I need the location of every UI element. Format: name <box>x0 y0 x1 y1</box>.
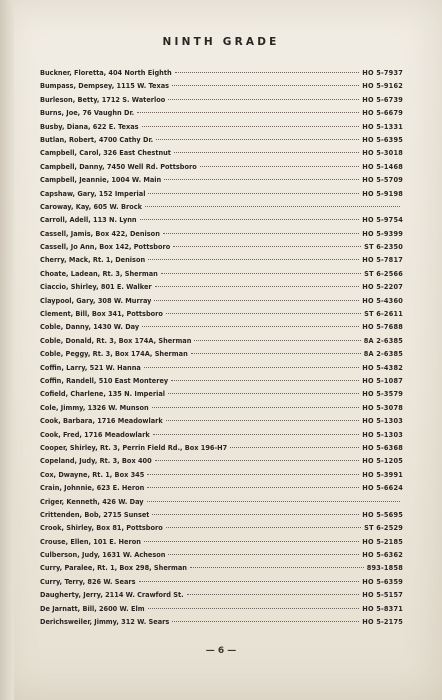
student-name-address: Buckner, Floretta, 404 North Eighth <box>40 68 172 77</box>
list-item <box>40 320 403 333</box>
binding-edge <box>0 0 14 700</box>
dot-leader <box>148 259 359 260</box>
dot-leader <box>155 460 360 461</box>
dot-leader <box>200 166 360 167</box>
phone-number: HO 5-4382 <box>362 362 403 372</box>
list-item <box>40 387 403 400</box>
list-item <box>40 428 403 441</box>
dot-leader <box>147 501 400 502</box>
student-name-address: Cooper, Shirley, Rt. 3, Perrin Field Rd., Box 196-H7 <box>40 442 228 452</box>
phone-number: HO 5-9754 <box>362 215 403 225</box>
dot-leader <box>154 300 359 301</box>
dot-leader <box>174 152 359 153</box>
student-name-address: Coffin, Larry, 521 W. Hanna <box>40 362 141 372</box>
phone-number: HO 5-1205 <box>362 456 403 466</box>
dot-leader <box>155 286 360 287</box>
list-item <box>40 240 403 253</box>
student-name-address: Cherry, Mack, Rt. 1, Denison <box>40 255 146 265</box>
student-name-address: Butlan, Robert, 4700 Cathy Dr. <box>40 134 154 144</box>
dot-leader <box>175 72 360 73</box>
student-name-address: Burleson, Betty, 1712 S. Waterloo <box>40 94 166 104</box>
dot-leader <box>156 139 359 140</box>
dot-leader <box>164 179 359 180</box>
list-item <box>40 588 403 601</box>
dot-leader <box>140 219 360 220</box>
phone-number: HO 5-6624 <box>362 483 403 493</box>
list-item <box>40 334 403 347</box>
student-name-address: Bumpass, Dempsey, 1115 W. Texas <box>40 81 170 91</box>
list-item <box>40 93 403 106</box>
list-item <box>40 374 403 387</box>
list-item <box>40 441 403 454</box>
dot-leader <box>147 474 359 475</box>
list-item <box>40 521 403 534</box>
student-name-address: Cole, Jimmy, 1326 W. Munson <box>40 402 149 412</box>
dot-leader <box>144 367 359 368</box>
phone-number: HO 5-1303 <box>362 416 403 426</box>
dot-leader <box>152 514 359 515</box>
dot-leader <box>148 608 360 609</box>
phone-number: HO 5-1303 <box>362 429 403 439</box>
student-name-address: Derichsweiler, Jimmy, 312 W. Sears <box>40 617 170 627</box>
dot-leader <box>166 313 361 314</box>
student-name-address: Ciaccio, Shirley, 801 E. Walker <box>40 282 152 292</box>
list-item <box>40 146 403 159</box>
list-item <box>40 133 403 146</box>
student-name-address: Crittenden, Bob, 2715 Sunset <box>40 509 150 519</box>
phone-number: HO 5-7688 <box>362 322 403 332</box>
student-name-address: Burns, Joe, 76 Vaughn Dr. <box>40 108 135 118</box>
dot-leader <box>145 206 400 207</box>
student-name-address: Coble, Danny, 1430 W. Day <box>40 322 140 332</box>
student-name-address: Cox, Dwayne, Rt. 1, Box 345 <box>40 469 145 479</box>
phone-number: HO 5-7937 <box>362 68 403 77</box>
student-name-address: Capshaw, Gary, 152 Imperial <box>40 188 146 198</box>
student-name-address: Daugherty, Jerry, 2114 W. Crawford St. <box>40 590 184 600</box>
student-name-address: Crook, Shirley, Box 81, Pottsboro <box>40 523 163 533</box>
dot-leader <box>166 420 360 421</box>
list-item <box>40 106 403 119</box>
list-item <box>40 575 403 588</box>
phone-number: HO 5-2207 <box>362 282 403 292</box>
student-name-address: Cook, Fred, 1716 Meadowlark <box>40 429 150 439</box>
phone-number: HO 5-3579 <box>362 389 403 399</box>
list-item <box>40 173 403 186</box>
dot-leader <box>161 273 361 274</box>
phone-number: HO 5-9198 <box>362 188 403 198</box>
phone-number: HO 5-8371 <box>362 603 403 613</box>
phone-number: HO 5-2185 <box>362 536 403 546</box>
list-item <box>40 66 403 79</box>
phone-number: 8A 2-6385 <box>363 349 403 359</box>
phone-number: HO 5-6362 <box>362 550 403 560</box>
phone-number: HO 5-1331 <box>362 121 403 131</box>
student-name-address: Culberson, Judy, 1631 W. Acheson <box>40 550 166 560</box>
phone-number: HO 5-3018 <box>362 148 403 158</box>
dot-leader <box>172 621 359 622</box>
student-name-address: Claypool, Gary, 308 W. Murray <box>40 295 152 305</box>
student-name-address: Crouse, Ellen, 101 E. Heron <box>40 536 141 546</box>
phone-number: HO 5-9162 <box>362 81 403 91</box>
dot-leader <box>148 193 359 194</box>
dot-leader <box>194 340 360 341</box>
list-item <box>40 307 403 320</box>
phone-number: HO 5-6368 <box>362 442 403 452</box>
list-item <box>40 414 403 427</box>
list-item <box>40 361 403 374</box>
dot-leader <box>168 393 359 394</box>
list-item <box>40 347 403 360</box>
phone-number: HO 5-3991 <box>362 469 403 479</box>
list-item <box>40 187 403 200</box>
student-name-address: Coble, Peggy, Rt. 3, Box 174A, Sherman <box>40 349 188 359</box>
dot-leader <box>172 85 359 86</box>
dot-leader <box>168 554 359 555</box>
list-item <box>40 401 403 414</box>
student-name-address: Cofield, Charlene, 135 N. Imperial <box>40 389 165 399</box>
student-name-address: Cook, Barbara, 1716 Meadowlark <box>40 416 163 426</box>
phone-number: ST 6-2350 <box>364 242 403 252</box>
student-name-address: Clement, Bill, Box 341, Pottsboro <box>40 309 163 319</box>
phone-number: HO 5-6359 <box>362 576 403 586</box>
phone-number: HO 5-5157 <box>362 590 403 600</box>
dot-leader <box>137 112 359 113</box>
dot-leader <box>191 353 361 354</box>
list-item <box>40 120 403 133</box>
phone-number: HO 5-1087 <box>362 375 403 385</box>
student-name-address: Curry, Terry, 826 W. Sears <box>40 576 136 586</box>
list-item <box>40 160 403 173</box>
list-item <box>40 561 403 574</box>
list-item <box>40 548 403 561</box>
dot-leader <box>190 567 364 568</box>
page-title: NINTH GRADE <box>162 36 280 48</box>
student-name-address: Cassell, Jo Ann, Box 142, Pottsboro <box>40 242 171 252</box>
list-item <box>40 213 403 226</box>
student-name-address: Criger, Kenneth, 426 W. Day <box>40 496 144 506</box>
list-item <box>40 615 403 628</box>
phone-number: HO 5-6395 <box>362 134 403 144</box>
list-item <box>40 602 403 615</box>
dot-leader <box>230 447 359 448</box>
dot-leader <box>173 246 361 247</box>
page-number: — 6 — <box>205 646 237 656</box>
student-name-address: Copeland, Judy, Rt. 3, Box 400 <box>40 456 152 466</box>
student-list <box>40 66 403 628</box>
student-name-address: Caroway, Kay, 605 W. Brock <box>40 201 142 211</box>
student-name-address: Coble, Donald, Rt. 3, Box 174A, Sherman <box>40 335 192 345</box>
phone-number: ST 6-2611 <box>364 309 403 319</box>
dot-leader <box>171 380 359 381</box>
dot-leader <box>163 233 359 234</box>
list-item <box>40 535 403 548</box>
phone-number: 8A 2-6385 <box>363 335 403 345</box>
dot-leader <box>168 99 359 100</box>
list-item <box>40 481 403 494</box>
list-item <box>40 200 403 213</box>
list-item <box>40 227 403 240</box>
phone-number: HO 5-5695 <box>362 509 403 519</box>
phone-number: HO 5-1468 <box>362 161 403 171</box>
list-item <box>40 253 403 266</box>
phone-number: ST 6-2529 <box>364 523 403 533</box>
student-name-address: Curry, Paralee, Rt. 1, Box 298, Sherman <box>40 563 187 573</box>
phone-number: HO 5-2175 <box>362 617 403 627</box>
list-item <box>40 495 403 508</box>
phone-number: 893-1858 <box>366 563 403 573</box>
student-name-address: Choate, Ladean, Rt. 3, Sherman <box>40 268 158 278</box>
dot-leader <box>142 326 359 327</box>
phone-number: HO 5-3078 <box>362 402 403 412</box>
phone-number: HO 5-6739 <box>362 94 403 104</box>
phone-number: HO 5-5709 <box>362 175 403 185</box>
student-name-address: Campbell, Carol, 326 East Chestnut <box>40 148 171 158</box>
dot-leader <box>153 434 360 435</box>
student-name-address: Coffin, Randell, 510 East Monterey <box>40 375 169 385</box>
student-name-address: Campbell, Danny, 7450 Well Rd. Pottsboro <box>40 161 197 171</box>
list-item <box>40 454 403 467</box>
phone-number: ST 6-2566 <box>364 268 403 278</box>
phone-number: HO 5-9399 <box>362 228 403 238</box>
list-item <box>40 468 403 481</box>
student-name-address: Crain, Johnnie, 623 E. Heron <box>40 483 145 493</box>
list-item <box>40 508 403 521</box>
list-item <box>40 79 403 92</box>
dot-leader <box>166 527 361 528</box>
phone-number: HO 5-6679 <box>362 108 403 118</box>
student-name-address: Busby, Diana, 622 E. Texas <box>40 121 139 131</box>
list-item <box>40 267 403 280</box>
dot-leader <box>142 126 360 127</box>
phone-number: HO 5-7817 <box>362 255 403 265</box>
dot-leader <box>144 541 359 542</box>
student-name-address: Cassell, Jamis, Box 422, Denison <box>40 228 160 238</box>
phone-number: HO 5-4360 <box>362 295 403 305</box>
list-item <box>40 294 403 307</box>
dot-leader <box>187 594 360 595</box>
student-name-address: Carroll, Adell, 113 N. Lynn <box>40 215 137 225</box>
dot-leader <box>152 407 360 408</box>
student-name-address: Campbell, Jeannie, 1004 W. Main <box>40 175 162 185</box>
student-name-address: De Jarnatt, Bill, 2600 W. Elm <box>40 603 145 613</box>
dot-leader <box>147 487 359 488</box>
dot-leader <box>139 581 360 582</box>
list-item <box>40 280 403 293</box>
